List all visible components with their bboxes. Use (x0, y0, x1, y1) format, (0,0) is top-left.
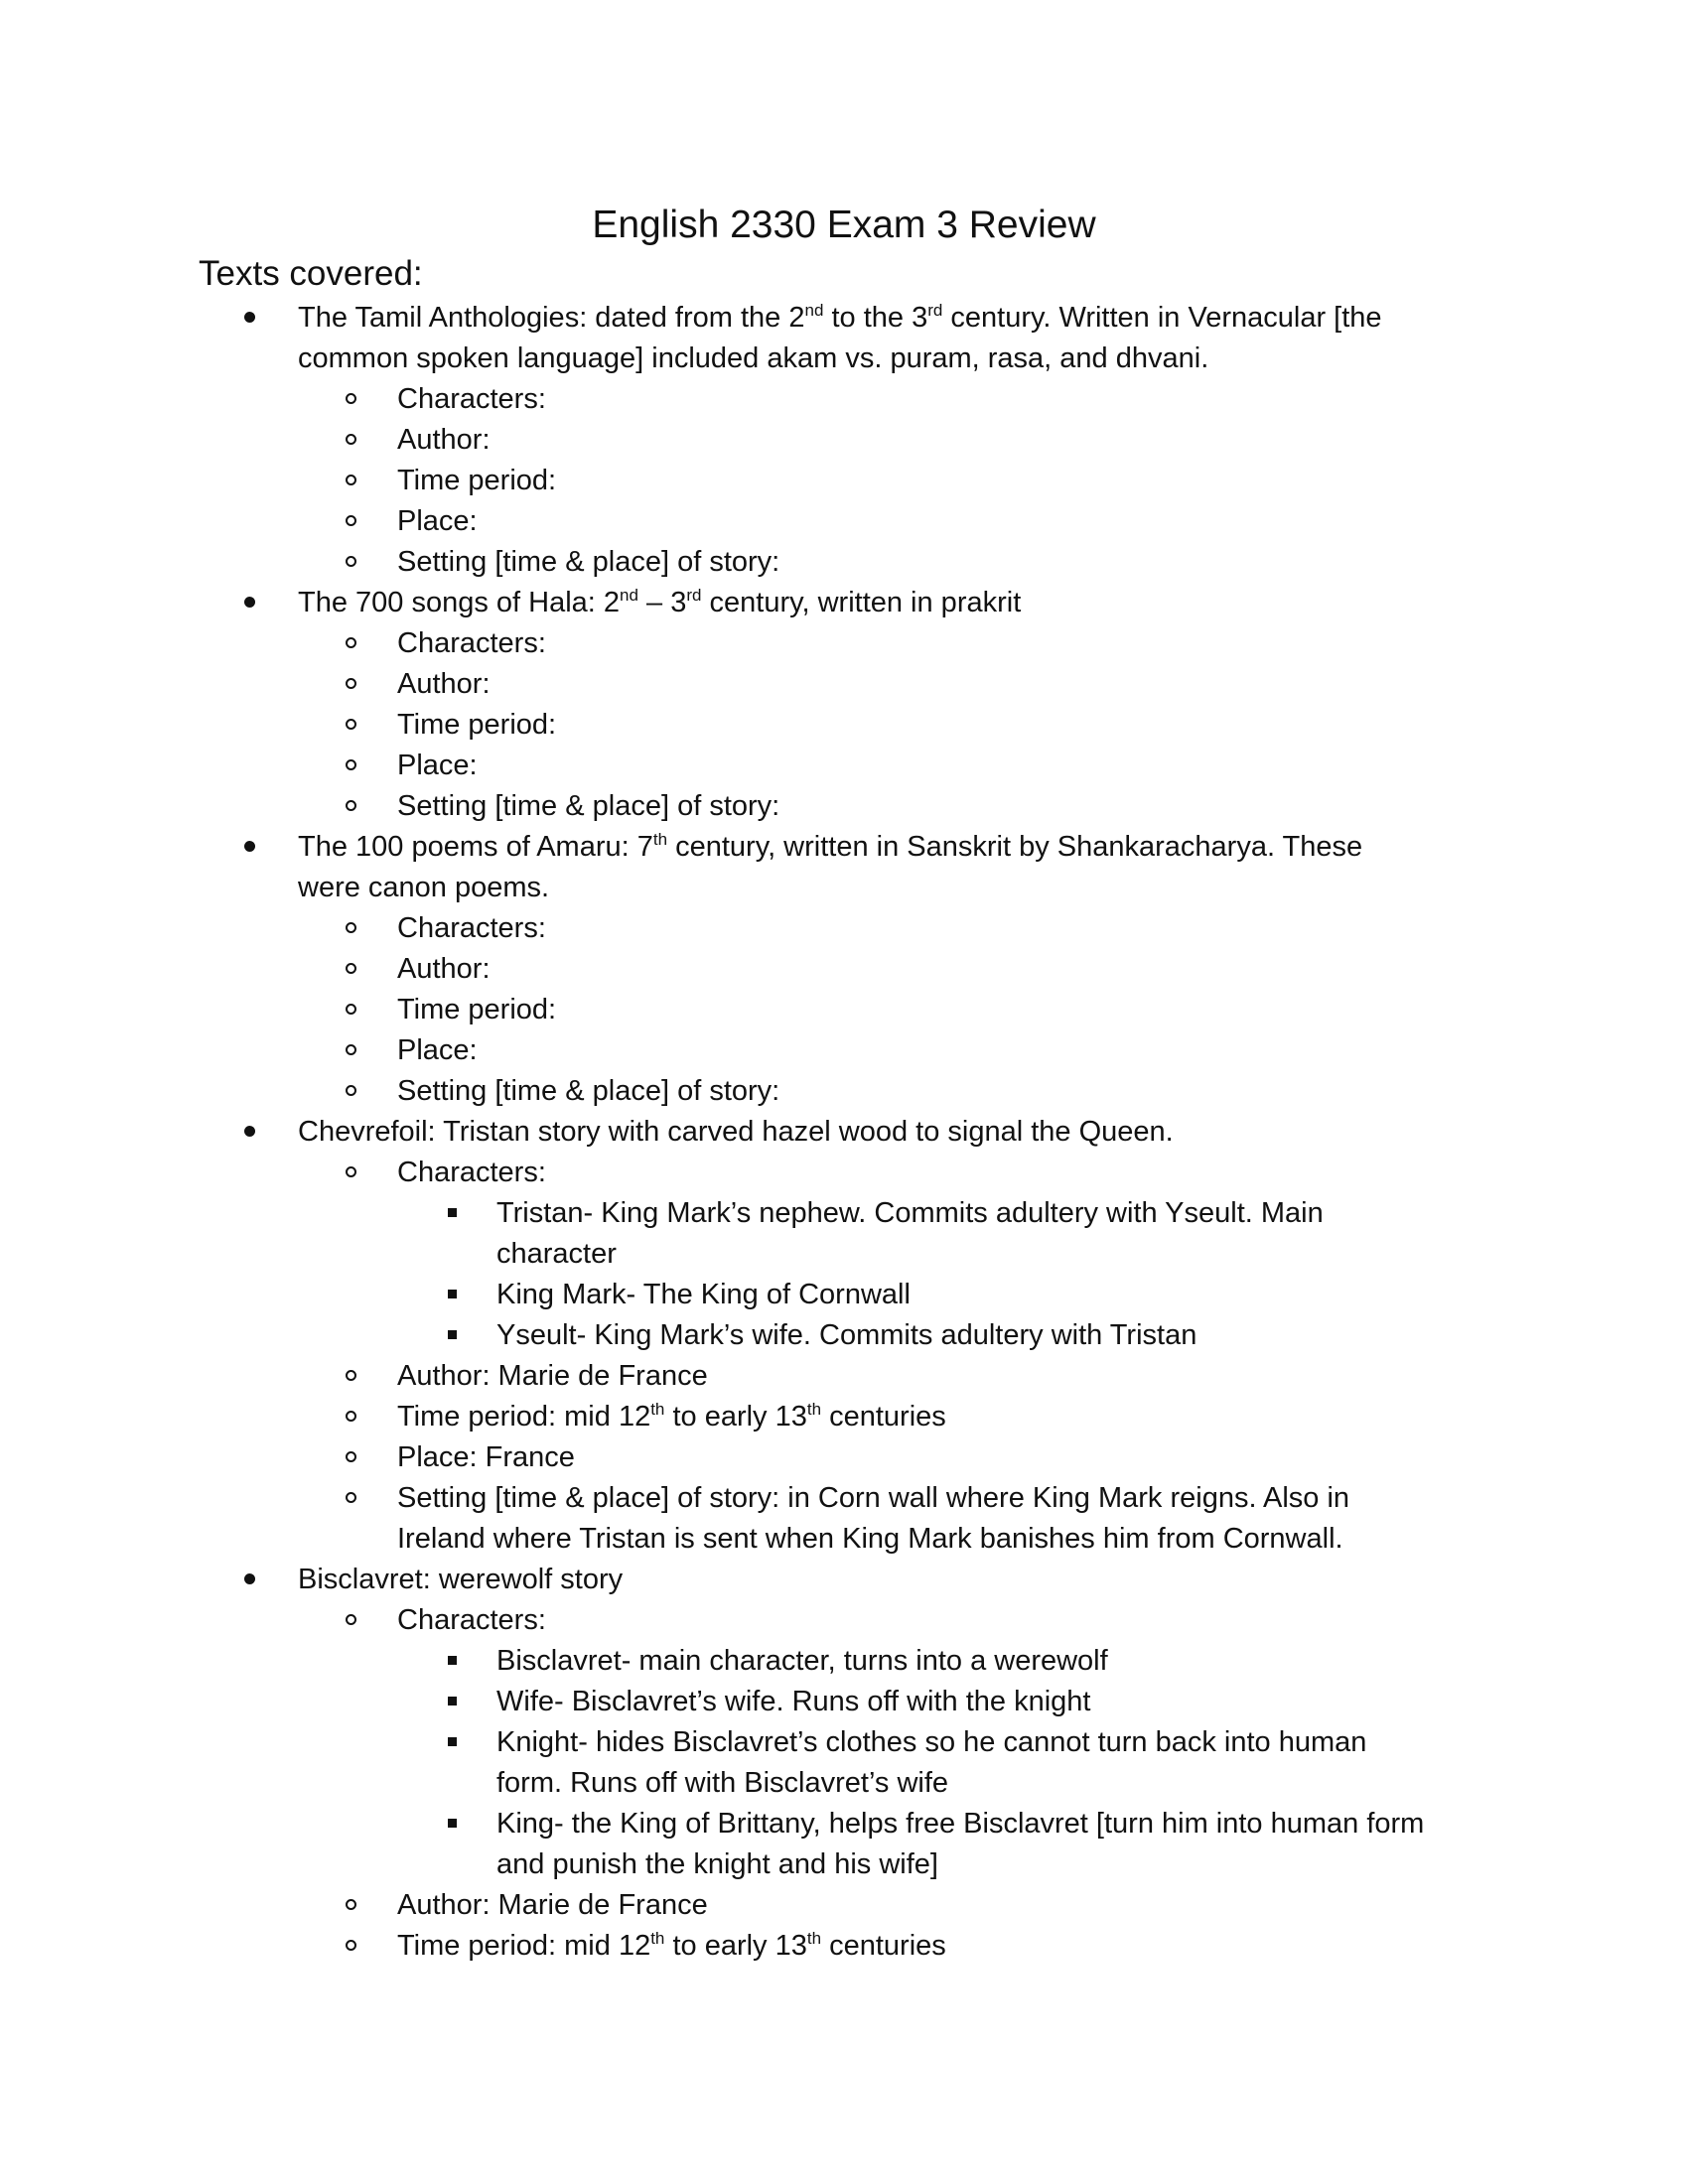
circle-bullet-icon (346, 501, 356, 542)
circle-bullet-icon (346, 1600, 356, 1641)
sub-item-setting: Setting [time & place] of story: (0, 786, 1688, 827)
character-item-continuation: character (496, 1238, 617, 1270)
sub-item-setting: Setting [time & place] of story: (0, 1071, 1688, 1112)
circle-bullet-icon (346, 1153, 356, 1193)
circle-bullet-icon (346, 908, 356, 949)
sub-item-setting: Setting [time & place] of story: (0, 542, 1688, 583)
character-item-continuation: form. Runs off with Bisclavret’s wife (496, 1767, 949, 1799)
bullet-icon (244, 1112, 255, 1153)
sub-item-characters: Characters: (0, 623, 1688, 664)
circle-bullet-icon (346, 379, 356, 420)
character-item-knight: Knight- hides Bisclavret’s clothes so he cannot turn back into human (0, 1722, 1688, 1763)
circle-bullet-icon (346, 746, 356, 786)
character-item-tristan: Tristan- King Mark’s nephew. Commits adultery with Yseult. Main (0, 1193, 1688, 1234)
square-bullet-icon (448, 1275, 457, 1315)
square-bullet-icon (448, 1641, 457, 1682)
circle-bullet-icon (346, 786, 356, 827)
circle-bullet-icon (346, 1397, 356, 1437)
texts-covered-heading: Texts covered: (199, 254, 423, 293)
square-bullet-icon (448, 1804, 457, 1844)
sub-item-time-period: Time period: (0, 705, 1688, 746)
list-item-continuation: common spoken language] included akam vs. puram, rasa, and dhvani. (298, 342, 1209, 374)
sub-item-continuation: Ireland where Tristan is sent when King Mark banishes him from Cornwall. (397, 1523, 1343, 1555)
character-item-yseult: Yseult- King Mark’s wife. Commits adultery with Tristan (0, 1315, 1688, 1356)
circle-bullet-icon (346, 461, 356, 501)
review-list (0, 298, 1688, 1967)
sub-item-time-period: Time period: (0, 461, 1688, 501)
circle-bullet-icon (346, 1926, 356, 1967)
character-item-bisclavret: Bisclavret- main character, turns into a werewolf (0, 1641, 1688, 1682)
sub-item-author: Author: (0, 664, 1688, 705)
square-bullet-icon (448, 1722, 457, 1763)
circle-bullet-icon (346, 1071, 356, 1112)
bullet-icon (244, 298, 255, 339)
sub-item-characters: Characters: (0, 379, 1688, 420)
sub-item-setting: Setting [time & place] of story: in Corn wall where King Mark reigns. Also in (0, 1478, 1688, 1519)
sub-item-author: Author: Marie de France (0, 1885, 1688, 1926)
circle-bullet-icon (346, 1478, 356, 1519)
sub-item-author: Author: (0, 420, 1688, 461)
list-item-bisclavret: Bisclavret: werewolf story (0, 1560, 1688, 1600)
sub-item-characters: Characters: (0, 1153, 1688, 1193)
sub-item-place: Place: (0, 746, 1688, 786)
circle-bullet-icon (346, 664, 356, 705)
circle-bullet-icon (346, 705, 356, 746)
circle-bullet-icon (346, 420, 356, 461)
sub-item-author: Author: Marie de France (0, 1356, 1688, 1397)
sub-item-author: Author: (0, 949, 1688, 990)
character-item-king: King- the King of Brittany, helps free Bisclavret [turn him into human form (0, 1804, 1688, 1844)
circle-bullet-icon (346, 1885, 356, 1926)
list-item-poems-of-amaru: The 100 poems of Amaru: 7th century, written in Sanskrit by Shankaracharya. These (0, 827, 1688, 868)
list-item-songs-of-hala: The 700 songs of Hala: 2nd – 3rd century, written in prakrit (0, 583, 1688, 623)
sub-item-time-period: Time period: mid 12th to early 13th centuries (0, 1926, 1688, 1967)
bullet-icon (244, 583, 255, 623)
square-bullet-icon (448, 1193, 457, 1234)
square-bullet-icon (448, 1315, 457, 1356)
character-item-continuation: and punish the knight and his wife] (496, 1848, 938, 1880)
sub-item-time-period: Time period: mid 12th to early 13th centuries (0, 1397, 1688, 1437)
circle-bullet-icon (346, 1437, 356, 1478)
bullet-icon (244, 1560, 255, 1600)
character-item-wife: Wife- Bisclavret’s wife. Runs off with the knight (0, 1682, 1688, 1722)
character-item-king-mark: King Mark- The King of Cornwall (0, 1275, 1688, 1315)
circle-bullet-icon (346, 1030, 356, 1071)
circle-bullet-icon (346, 542, 356, 583)
bullet-icon (244, 827, 255, 868)
sub-item-place: Place: (0, 1030, 1688, 1071)
sub-item-place: Place: (0, 501, 1688, 542)
sub-item-place: Place: France (0, 1437, 1688, 1478)
list-item-tamil-anthologies: The Tamil Anthologies: dated from the 2nd to the 3rd century. Written in Vernacular [the (0, 298, 1688, 339)
sub-item-characters: Characters: (0, 1600, 1688, 1641)
circle-bullet-icon (346, 990, 356, 1030)
list-item-chevrefoil: Chevrefoil: Tristan story with carved hazel wood to signal the Queen. (0, 1112, 1688, 1153)
circle-bullet-icon (346, 623, 356, 664)
square-bullet-icon (448, 1682, 457, 1722)
sub-item-time-period: Time period: (0, 990, 1688, 1030)
page-title: English 2330 Exam 3 Review (592, 204, 1096, 246)
circle-bullet-icon (346, 1356, 356, 1397)
circle-bullet-icon (346, 949, 356, 990)
sub-item-characters: Characters: (0, 908, 1688, 949)
list-item-continuation: were canon poems. (298, 872, 550, 903)
